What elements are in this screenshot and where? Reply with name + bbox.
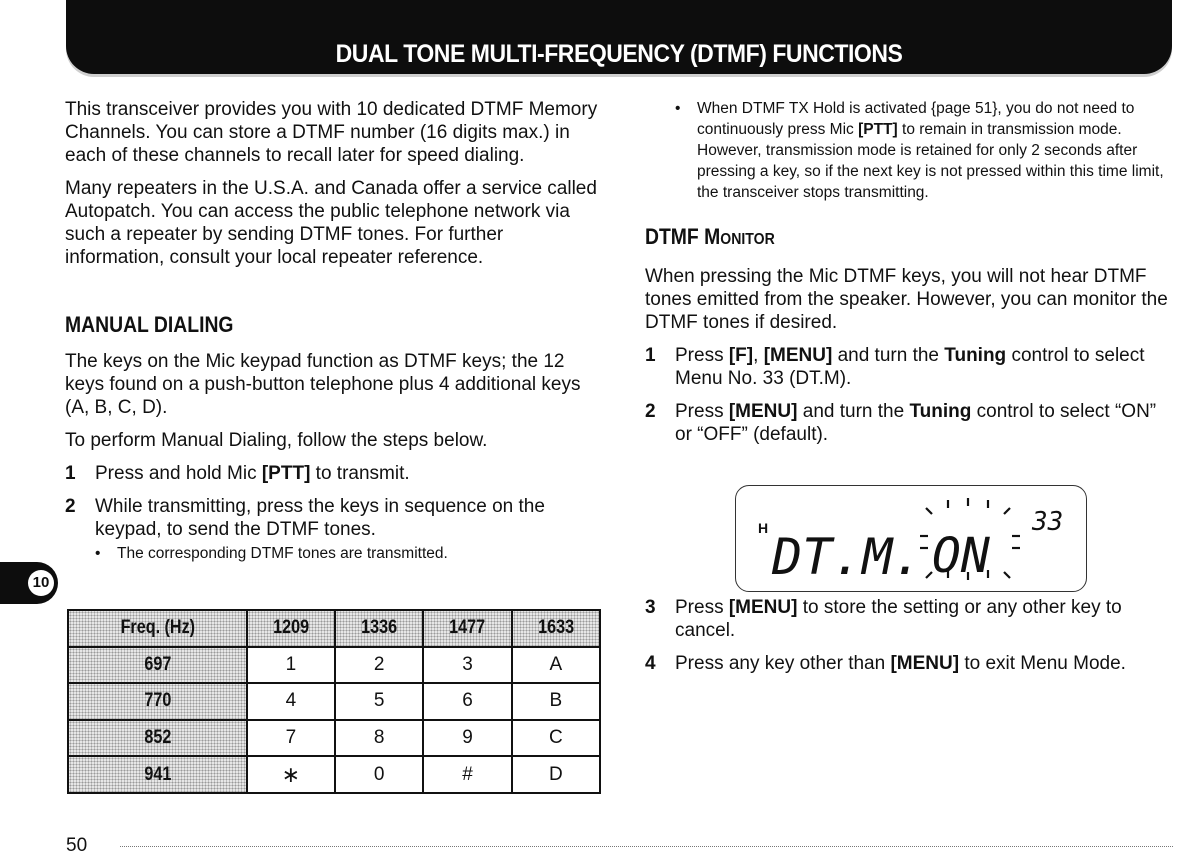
table-cell: C bbox=[512, 720, 600, 757]
table-cell: 0 bbox=[335, 756, 423, 793]
dtmf-frequency-table bbox=[67, 609, 601, 794]
bullet-note: • The corresponding DTMF tones are transmitted. bbox=[95, 545, 448, 562]
chapter-tab bbox=[0, 562, 58, 604]
table-header-row bbox=[68, 610, 600, 647]
step-1: 1 Press [F], [MENU] and turn the Tuning control to select Menu No. 33 (DT.M). bbox=[645, 345, 1145, 389]
dtmf-monitor-paragraph: When pressing the Mic DTMF keys, you will not hear DTMF tones emitted from the speaker. However, you can monitor the DTMF tones if desired. bbox=[645, 266, 1168, 333]
footer-divider bbox=[120, 846, 1173, 847]
table-header-cell: 1209 bbox=[247, 610, 335, 647]
page-number: 50 bbox=[66, 835, 88, 856]
row-header-cell: 697 bbox=[68, 647, 247, 684]
table-cell: # bbox=[423, 756, 511, 793]
step-1: 1 Press and hold Mic [PTT] to transmit. bbox=[65, 463, 410, 484]
table-cell: 1 bbox=[247, 647, 335, 684]
table-cell: B bbox=[512, 683, 600, 720]
chapter-number: 10 bbox=[28, 570, 54, 596]
manual-dialing-paragraph: The keys on the Mic keypad function as DTMF keys; the 12 keys found on a push-button telephone plus 4 additional keys (A, B, C, D). bbox=[65, 351, 581, 418]
lcd-display-illustration bbox=[735, 485, 1087, 592]
table-row bbox=[68, 647, 600, 684]
right-column bbox=[645, 98, 1175, 685]
table-cell: A bbox=[512, 647, 600, 684]
table-row bbox=[68, 683, 600, 720]
table-cell: 3 bbox=[423, 647, 511, 684]
lcd-h-indicator: H bbox=[758, 520, 769, 536]
table-cell: ∗ bbox=[247, 756, 335, 793]
step-2: 2 Press [MENU] and turn the Tuning control to select “ON” or “OFF” (default). bbox=[645, 401, 1157, 445]
step-3: 3 Press [MENU] to store the setting or any other key to cancel. bbox=[645, 597, 1122, 641]
row-header-cell: 770 bbox=[68, 683, 247, 720]
lcd-display-graphic bbox=[736, 486, 1086, 591]
title-banner bbox=[66, 0, 1172, 74]
table-cell: 2 bbox=[335, 647, 423, 684]
page-title: DUAL TONE MULTI-FREQUENCY (DTMF) FUNCTIONS bbox=[335, 40, 903, 68]
table-cell: 6 bbox=[423, 683, 511, 720]
step-2: 2 While transmitting, press the keys in sequence on the keypad, to send the DTMF tones. bbox=[65, 496, 545, 540]
left-column bbox=[65, 98, 600, 564]
table-cell: D bbox=[512, 756, 600, 793]
row-header-cell: 852 bbox=[68, 720, 247, 757]
table-cell: 7 bbox=[247, 720, 335, 757]
table-header-cell: 1633 bbox=[512, 610, 600, 647]
lcd-value-text: ON bbox=[932, 528, 990, 584]
step-number: 1 bbox=[65, 463, 76, 484]
lcd-menu-text: DT.M. bbox=[772, 528, 923, 586]
table-row bbox=[68, 720, 600, 757]
step-4: 4 Press any key other than [MENU] to exit Menu Mode. bbox=[645, 653, 1126, 674]
step-number: 2 bbox=[65, 496, 76, 517]
table-header-cell: Freq. (Hz) bbox=[68, 610, 247, 647]
section-title-dtmf-monitor: DTMF MONITOR bbox=[645, 224, 775, 249]
intro-paragraph-2: Many repeaters in the U.S.A. and Canada offer a service called Autopatch. You can access the public telephone network via such a repeater by sending DTMF tones. For further information, consult your local repeater reference. bbox=[65, 178, 597, 268]
table-header-cell: 1477 bbox=[423, 610, 511, 647]
row-header-cell: 941 bbox=[68, 756, 247, 793]
ptt-key-label: [PTT] bbox=[261, 463, 311, 484]
table-cell: 9 bbox=[423, 720, 511, 757]
lcd-menu-number: 33 bbox=[1032, 507, 1064, 537]
section-title-manual-dialing: MANUAL DIALING bbox=[65, 312, 234, 337]
table-cell: 5 bbox=[335, 683, 423, 720]
table-header-cell: 1336 bbox=[335, 610, 423, 647]
tx-hold-note: • When DTMF TX Hold is activated {page 51}, you do not need to continuously press Mic [PTT] to remain in transmission mode. However, transmission mode is retained for only 2 seconds after pressing a key, so if the next key is not pressed within this time limit, the transceiver stops transmitting. bbox=[675, 100, 1164, 201]
table-cell: 4 bbox=[247, 683, 335, 720]
table-cell: 8 bbox=[335, 720, 423, 757]
table-row bbox=[68, 756, 600, 793]
intro-paragraph-1: This transceiver provides you with 10 dedicated DTMF Memory Channels. You can store a DTMF number (16 digits max.) in each of these channels to recall later for speed dialing. bbox=[65, 99, 598, 166]
manual-dialing-instruction: To perform Manual Dialing, follow the steps below. bbox=[65, 430, 488, 451]
